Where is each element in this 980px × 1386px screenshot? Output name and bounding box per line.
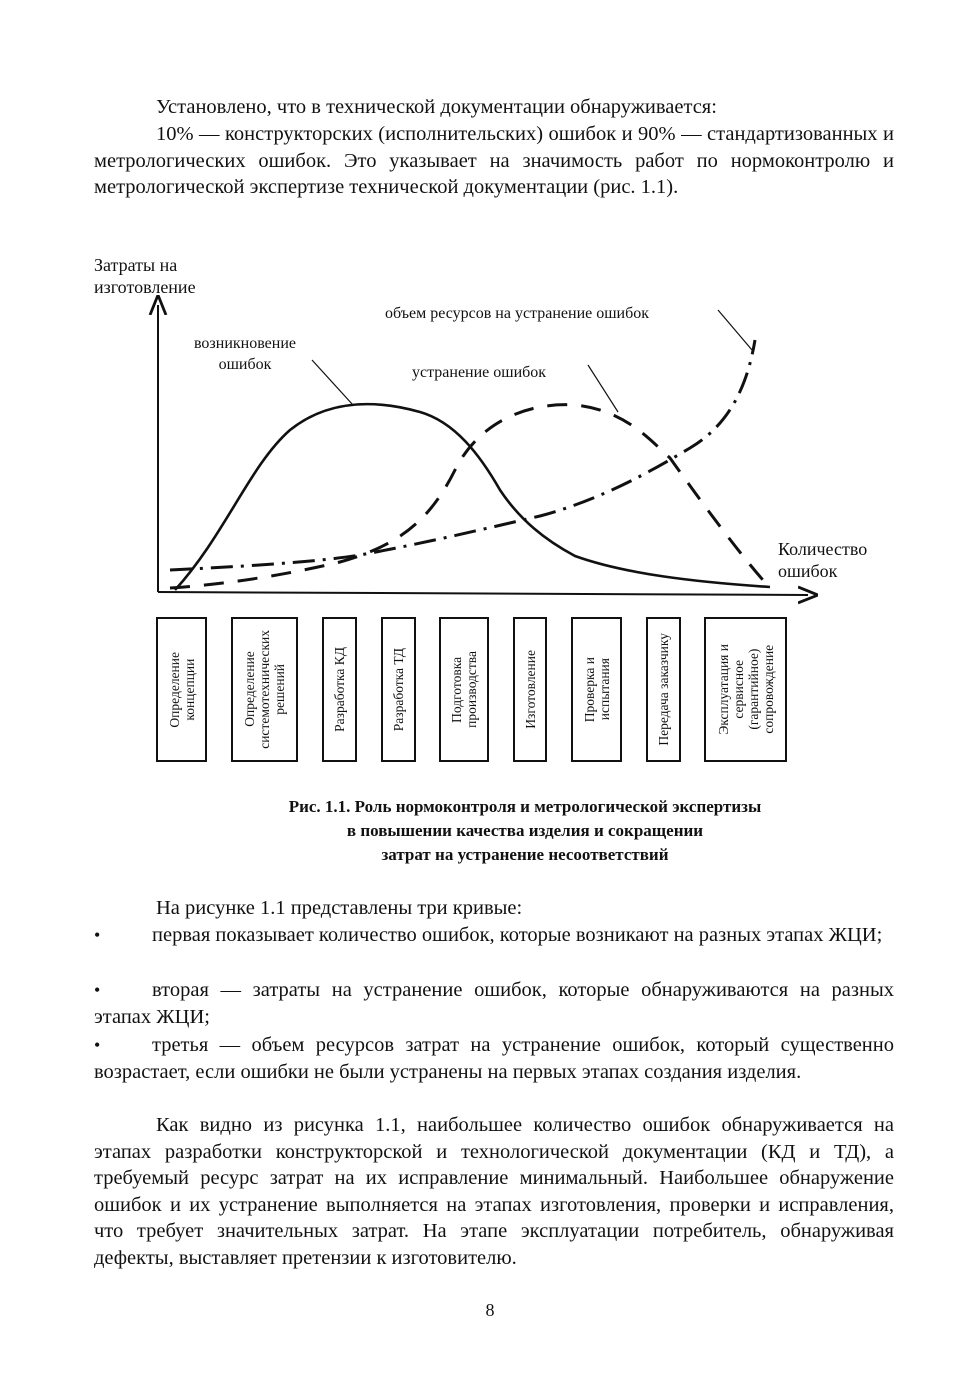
curve-error-elimination — [170, 405, 770, 588]
intro-line: Установлено, что в технической документации обнаруживается: — [156, 96, 717, 118]
page-number: 8 — [485, 1300, 495, 1320]
bullet-icon: • — [94, 980, 101, 1000]
leader-elimination — [588, 365, 618, 412]
stage-concept: Определение концепции — [156, 617, 207, 762]
stage-tech-docs: Разработка ТД — [381, 617, 416, 762]
label-resources: объем ресурсов на устранение ошибок — [385, 305, 650, 322]
stage-operation: Эксплуатация и сервисное (гарантийное) сопровождение — [704, 617, 787, 762]
y-axis-label: Затраты на изготовление — [94, 255, 196, 297]
stage-production-prep: Подготовка производства — [439, 617, 489, 762]
stage-system-solutions: Определение системотехнических решений — [231, 617, 298, 762]
body-closing: Как видно из рисунка 1.1, наибольшее количество ошибок обнаруживается на этапах разработки конструкторской и технологической документации (КД и ТД), а требуемый ресурс затрат на их исправление минимальный. Наибольшее обнаружение ошибок и их устранение выполняется на этапах изготовления, проверки и исправления, что требует значительных затрат. На этапе эксплуатации потребитель, обнаруживая дефекты, выставляет претензии к изготовителю. — [94, 1114, 894, 1269]
leader-resources — [718, 310, 752, 350]
list-item: • вторая — затраты на устранение ошибок, которые обнаруживаются на разных этапах ЖЦИ; — [94, 979, 894, 1028]
x-axis-label: Количество ошибок — [778, 539, 868, 581]
x-axis — [158, 592, 808, 595]
figure-caption: Рис. 1.1. Роль нормоконтроля и метрологической экспертизы в повышении качества изделия и сокращении затрат на устранение несоответствий — [288, 797, 762, 864]
stage-testing: Проверка и испытания — [571, 617, 622, 762]
bullet-icon: • — [94, 925, 101, 945]
stage-manufacturing: Изготовление — [513, 617, 547, 762]
stage-delivery: Передача заказчику — [646, 617, 681, 762]
intro-paragraph: 10% — конструкторских (исполнительских) ошибок и 90% — стандартизованных и метрологических ошибок. Это указывает на значимость работ по нормоконтролю и метрологической экспертизе технической документации (рис. 1.1). — [94, 123, 894, 198]
label-error-elimination: устранение ошибок — [412, 364, 547, 381]
body-lead: На рисунке 1.1 представлены три кривые: — [156, 897, 523, 919]
bullet-icon: • — [94, 1035, 101, 1055]
stage-design-docs: Разработка КД — [322, 617, 357, 762]
leader-occurrence — [312, 360, 353, 405]
label-error-occurrence: возникновение ошибок — [193, 335, 296, 373]
list-item: • первая показывает количество ошибок, которые возникают на разных этапах ЖЦИ; — [94, 922, 894, 949]
curve-error-occurrence — [175, 404, 770, 590]
list-item: • третья — объем ресурсов затрат на устранение ошибок, который существенно возрастает, если ошибки не были устранены на первых этапах создания изделия. — [94, 1034, 894, 1083]
